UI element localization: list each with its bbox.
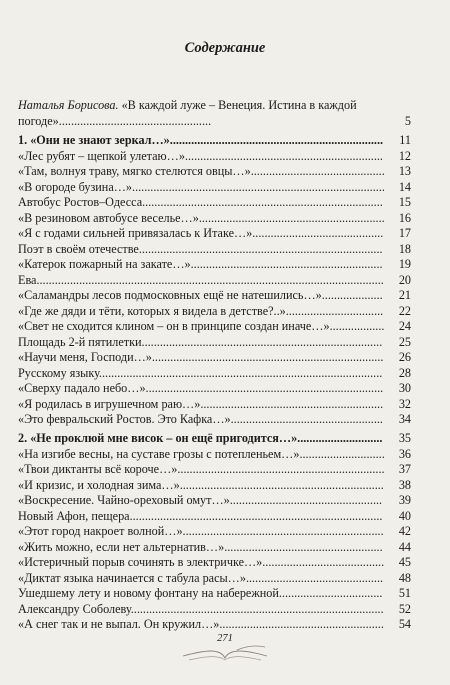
- page-ref: 17: [398, 226, 411, 240]
- section-heading: [18, 133, 411, 149]
- entry-title: Автобус Ростов–Одесса...............................................................................: [18, 195, 383, 209]
- entry-title: «В резиновом автобусе веселье…».............................................................: [18, 210, 385, 225]
- toc-entry: [18, 350, 411, 366]
- section-2: [18, 431, 411, 633]
- page-heading: Содержание: [184, 40, 266, 56]
- entry-title: «Твои диктанты всё короче…»....................................................................: [18, 462, 385, 476]
- page-ref: 21: [398, 288, 411, 302]
- entry-title: «Сверху падало небо…»..............................................................................: [18, 381, 384, 395]
- page-ref: 26: [398, 350, 411, 364]
- toc-entry: [18, 195, 411, 211]
- page-ref: 52: [398, 601, 411, 616]
- section-heading: [18, 431, 411, 447]
- toc-entry: [18, 242, 411, 258]
- entry-title: Александру Соболеву...................................................................................: [18, 601, 384, 616]
- entry-title: «А снег так и не выпал. Он кружил…»......................................................: [18, 617, 384, 631]
- entry-title: «Я с годами сильней привязалась к Итаке…»...........................................: [18, 226, 384, 240]
- entry-title: «Этот город накроет волной…»..................................................................: [18, 524, 384, 538]
- toc-entry: [18, 555, 411, 571]
- page-ref: 40: [398, 508, 411, 523]
- toc-entry: [18, 509, 411, 525]
- entry-title: Ушедшему лету и новому фонтану на набережной..................................: [18, 586, 383, 600]
- page-ref: 54: [398, 617, 411, 631]
- page-ref: 15: [398, 195, 411, 209]
- toc-entry: [18, 180, 411, 196]
- page-ref: 48: [398, 570, 411, 585]
- toc-entry: [18, 164, 411, 180]
- page-ref: 25: [398, 334, 411, 349]
- toc-entry: [18, 462, 411, 478]
- entry-title: «Лес рубят – щепкой улетаю…».................................................................: [18, 148, 383, 163]
- entry-title: «На изгибе весны, на суставе грозы с потепленьем…»............................: [18, 446, 385, 461]
- entry-title: «Научи меня, Господи…»............................................................................: [18, 350, 384, 364]
- page-ref: 45: [398, 555, 411, 569]
- entry-title: «Жить можно, если нет альтернатив…»....................................................: [18, 539, 383, 554]
- page-ref: 13: [398, 164, 411, 178]
- toc-entry: [18, 493, 411, 509]
- toc-entry: [18, 366, 411, 382]
- toc-entry: [18, 226, 411, 242]
- page-ref: 19: [398, 257, 411, 271]
- entry-title: «Это февральский Ростов. Это Кафка…»..................................................: [18, 412, 383, 426]
- toc-entry: [18, 304, 411, 320]
- page-ref: 36: [398, 446, 411, 461]
- page-ref: 14: [398, 179, 411, 194]
- page-ref: 28: [398, 365, 411, 380]
- page-ref: 24: [398, 319, 411, 333]
- toc-entry: [18, 273, 411, 289]
- page-ref: 11: [399, 133, 411, 147]
- toc-entry: [18, 211, 411, 227]
- page-ref: 38: [398, 477, 411, 492]
- entry-title: Новый Афон, пещера...................................................................................: [18, 508, 383, 523]
- entry-title: «Там, волнуя траву, мягко стелются овцы…»............................................: [18, 164, 385, 178]
- entry-title: Поэт в своём отечестве................................................................................: [18, 241, 383, 256]
- intro-page-number: 5: [404, 114, 411, 128]
- intro-entry: [18, 98, 390, 129]
- toc-entry: [18, 397, 411, 413]
- page-ref: 22: [398, 303, 411, 318]
- toc-entry: [18, 478, 411, 494]
- page-number: 271: [217, 633, 233, 644]
- toc-entry: [18, 257, 411, 273]
- page-ref: 44: [398, 539, 411, 554]
- page-ref: 20: [398, 272, 411, 287]
- toc-entry: [18, 586, 411, 602]
- intro-title: «В каждой луже – Венеция. Истина в каждой погоде»: [18, 98, 357, 128]
- toc-entry: [18, 412, 411, 428]
- entry-title: «Саламандры лесов подмосковных ещё не натешились…»....................: [18, 288, 383, 302]
- entry-title: Русскому языку.............................................................................................: [18, 365, 383, 380]
- intro-author: Наталья Борисова.: [18, 98, 119, 112]
- entry-title: «Свет не сходится клином – он в принципе создан иначе…»..................: [18, 319, 385, 333]
- toc-entry: [18, 149, 411, 165]
- page-ref: 35: [398, 431, 411, 445]
- intro-leader: ..................................................: [58, 113, 212, 128]
- toc-entry: [18, 288, 411, 304]
- page-ref: 34: [398, 412, 411, 426]
- toc-entry: [18, 335, 411, 351]
- toc-entry: [18, 571, 411, 587]
- toc-entry: [18, 447, 411, 463]
- toc-entry: [18, 540, 411, 556]
- toc-entry: [18, 602, 411, 618]
- page-ref: 51: [398, 586, 411, 600]
- entry-title: Площадь 2-й пятилетки...............................................................................: [18, 334, 383, 349]
- entry-title: «Я родилась в игрушечном раю…»............................................................: [18, 396, 384, 411]
- toc-entry: [18, 381, 411, 397]
- entry-title: «Воскресение. Чайно-ореховый омут…»..................................................: [18, 493, 383, 507]
- toc-entry: [18, 617, 411, 633]
- entry-title: «Катерок пожарный на закате…»...............................................................: [18, 257, 383, 271]
- entry-title: «В огороде бузина…»...................................................................................: [18, 179, 385, 194]
- page-ref: 37: [398, 462, 411, 476]
- entry-title: «Истеричный порыв сочинять в электричке…»........................................: [18, 555, 385, 569]
- section-title: 2. «Не проклюй мне висок – он ещё пригодится…»............................: [18, 431, 383, 445]
- toc-entry: [18, 319, 411, 335]
- entry-title: «Где же дяди и тёти, которых я видела в детстве?..»................................: [18, 303, 384, 318]
- section-title: 1. «Они не знают зеркал…»......................................................................: [18, 133, 384, 147]
- page-ref: 12: [398, 148, 411, 163]
- section-1: [18, 133, 411, 428]
- page-ref: 39: [398, 493, 411, 507]
- entry-title: «И кризис, и холодная зима…»...................................................................: [18, 477, 384, 492]
- page-ref: 42: [398, 524, 411, 538]
- entry-title: Ева..................................................................................................................: [18, 272, 384, 287]
- page-ref: 30: [398, 381, 411, 395]
- page-ref: 16: [398, 210, 411, 225]
- entry-title: «Диктат языка начинается с табула расы…».............................................: [18, 570, 384, 585]
- toc-entry: [18, 524, 411, 540]
- page-ref: 32: [398, 396, 411, 411]
- page-ref: 18: [398, 241, 411, 256]
